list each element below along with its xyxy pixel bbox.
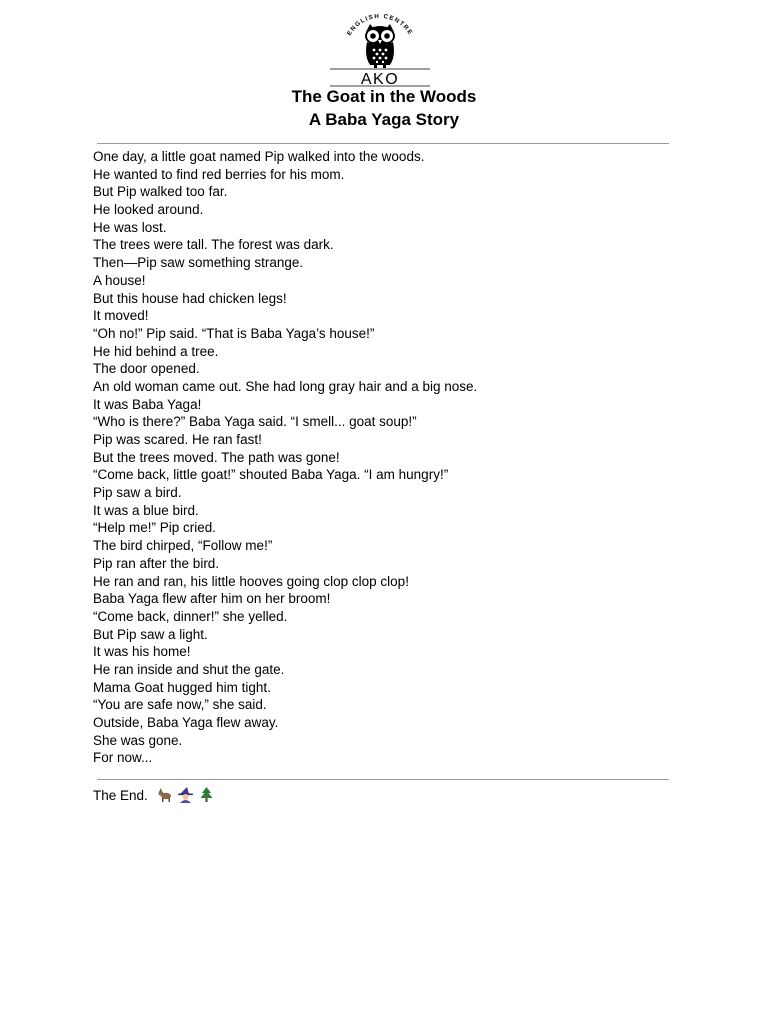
story-line: He was lost. [93,219,167,235]
story-line: Pip saw a bird. [93,485,182,501]
witch-icon [177,786,194,803]
story-line: It was his home! [93,644,191,660]
story-line: “Who is there?” Baba Yaga said. “I smell... goat soup!” [93,414,417,430]
story-line: It was Baba Yaga! [93,396,202,412]
story-line: It was a blue bird. [93,502,199,518]
story-line: “Come back, little goat!” shouted Baba Yaga. “I am hungry!” [93,467,449,483]
story-line: “Come back, dinner!” she yelled. [93,608,288,624]
story-line: Pip ran after the bird. [93,555,220,571]
story-line: For now... [93,750,153,766]
story-line: He hid behind a tree. [93,343,219,359]
the-end-text: The End. [93,788,148,803]
story-text [93,148,477,767]
story-line: Then—Pip saw something strange. [93,255,304,271]
story-line: The bird chirped, “Follow me!” [93,538,273,554]
owl-icon [365,24,395,68]
story-line: An old woman came out. She had long gray hair and a big nose. [93,378,478,394]
story-line: But this house had chicken legs! [93,290,287,306]
story-line: A house! [93,272,146,288]
logo-arc-text: ENGLISH CENTRE [345,12,415,37]
story-line: The door opened. [93,361,200,377]
page-subtitle: A Baba Yaga Story [308,110,460,129]
story-line: She was gone. [93,732,183,748]
story-line: Pip was scared. He ran fast! [93,432,262,447]
story-line: It moved! [93,308,149,324]
evergreen-tree-icon [199,786,214,803]
story-line: Baba Yaga flew after him on her broom! [93,591,331,607]
story-line: He looked around. [93,202,204,218]
emoji-row [156,786,216,808]
story-line: “Oh no!” Pip said. “That is Baba Yaga’s house!” [93,325,375,341]
story-line: He wanted to find red berries for his mom. [93,166,345,182]
story-line: But the trees moved. The path was gone! [93,449,340,465]
story-line: Mama Goat hugged him tight. [93,679,271,695]
divider-top [97,143,669,144]
story-line: But Pip walked too far. [93,184,228,200]
story-line: “Help me!” Pip cried. [93,520,217,536]
goat-icon [156,786,173,803]
story-line: Outside, Baba Yaga flew away. [93,715,279,730]
story-ending [93,786,215,808]
page-title: The Goat in the Woods [291,87,477,106]
divider-bottom [97,779,669,780]
story-line: “You are safe now,” she said. [93,697,267,713]
story-line: One day, a little goat named Pip walked into the woods. [93,149,425,164]
story-line: The trees were tall. The forest was dark. [93,237,334,253]
story-line: But Pip saw a light. [93,626,208,642]
ako-logo [322,12,438,90]
story-line: He ran inside and shut the gate. [93,661,285,677]
story-line: He ran and ran, his little hooves going clop clop clop! [93,573,409,589]
logo-wordmark: AKO [360,71,400,88]
